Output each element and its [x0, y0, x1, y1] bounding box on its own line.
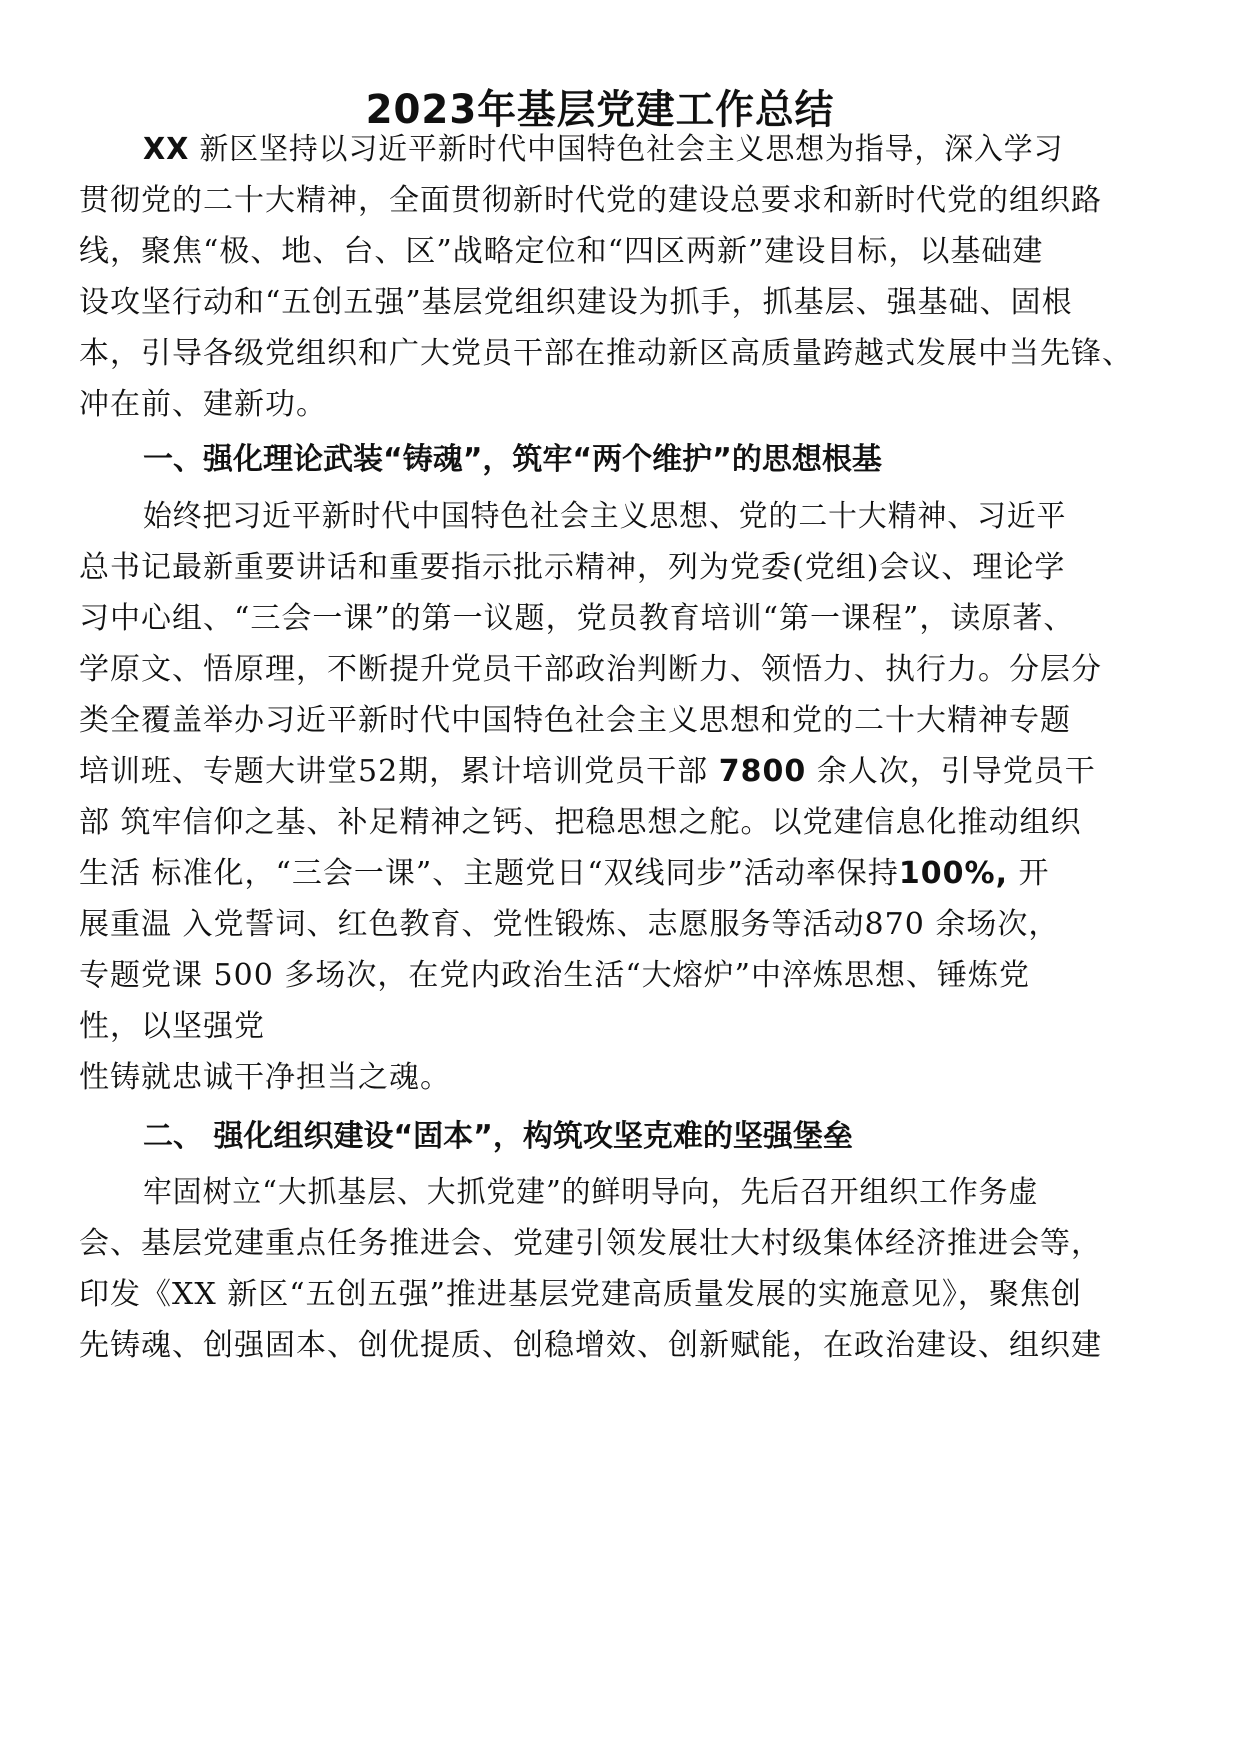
section-1-line-6-c: 余人次，引导党员干	[806, 754, 1096, 789]
trainee-count: 7800	[718, 754, 807, 789]
section-1-line-12: 性铸就忠诚干净担当之魂。	[79, 1060, 451, 1095]
section-2-heading: 二、 强化组织建设“固本”，构筑攻坚克难的坚强堡垒	[143, 1119, 853, 1154]
section-1-line-6	[79, 752, 1179, 792]
activity-rate: 100%,	[898, 856, 1008, 891]
section-1-line-1: 始终把习近平新时代中国特色社会主义思想、党的二十大精神、习近平	[143, 499, 1067, 534]
section-2-line-3: 印发《XX 新区“五创五强”推进基层党建高质量发展的实施意见》，聚焦创	[79, 1277, 1082, 1312]
section-1-line-6-a: 培训班、专题大讲堂52期，累计培训党员干部	[79, 754, 719, 789]
section-2-line-4: 先铸魂、创强固本、创优提质、创稳增效、创新赋能，在政治建设、组织建	[79, 1328, 1102, 1363]
section-1-line-11: 性，以坚强党	[79, 1009, 265, 1044]
intro-line-1-text: 新区坚持以习近平新时代中国特色社会主义思想为指导，深入学习	[189, 132, 1064, 167]
section-1-line-10: 专题党课 500 多场次，在党内政治生活“大熔炉”中淬炼思想、锤炼党	[79, 958, 1031, 993]
section-1-line-3: 习中心组、“三会一课”的第一议题，党员教育培训“第一课程”，读原著、	[79, 601, 1075, 636]
section-1-line-8	[79, 854, 1179, 894]
section-1-heading: 一、强化理论武装“铸魂”，筑牢“两个维护”的思想根基	[143, 442, 882, 477]
section-2-line-2: 会、基层党建重点任务推进会、党建引领发展壮大村级集体经济推进会等，	[79, 1226, 1102, 1261]
section-1-line-8-c: 开	[1007, 856, 1050, 891]
section-1-line-2: 总书记最新重要讲话和重要指示批示精神，列为党委(党组)会议、理论学	[79, 550, 1066, 585]
intro-line-1	[143, 130, 1200, 170]
section-2-line-1: 牢固树立“大抓基层、大抓党建”的鲜明导向，先后召开组织工作务虚	[143, 1175, 1039, 1210]
document-title: 2023年基层党建工作总结	[365, 87, 835, 133]
section-1-line-7: 部 筑牢信仰之基、补足精神之钙、把稳思想之舵。以党建信息化推动组织	[79, 805, 1082, 840]
intro-line-3: 线，聚焦“极、地、台、区”战略定位和“四区两新”建设目标，以基础建	[79, 234, 1044, 269]
intro-bold-prefix: XX	[143, 132, 190, 167]
intro-line-2: 贯彻党的二十大精神，全面贯彻新时代党的建设总要求和新时代党的组织路	[79, 183, 1102, 218]
intro-line-4: 设攻坚行动和“五创五强”基层党组织建设为抓手，抓基层、强基础、固根	[79, 285, 1073, 320]
intro-line-6: 冲在前、建新功。	[79, 387, 327, 422]
section-1-line-8-a: 生活 标准化，“三会一课”、主题党日“双线同步”活动率保持	[79, 856, 899, 891]
section-1-line-4: 学原文、悟原理，不断提升党员干部政治判断力、领悟力、执行力。分层分	[79, 652, 1102, 687]
section-1-line-5: 类全覆盖举办习近平新时代中国特色社会主义思想和党的二十大精神专题	[79, 703, 1071, 738]
intro-line-5: 本，引导各级党组织和广大党员干部在推动新区高质量跨越式发展中当先锋、	[79, 336, 1133, 371]
section-1-line-9: 展重温 入党誓词、红色教育、党性锻炼、志愿服务等活动870 余场次，	[79, 907, 1060, 942]
